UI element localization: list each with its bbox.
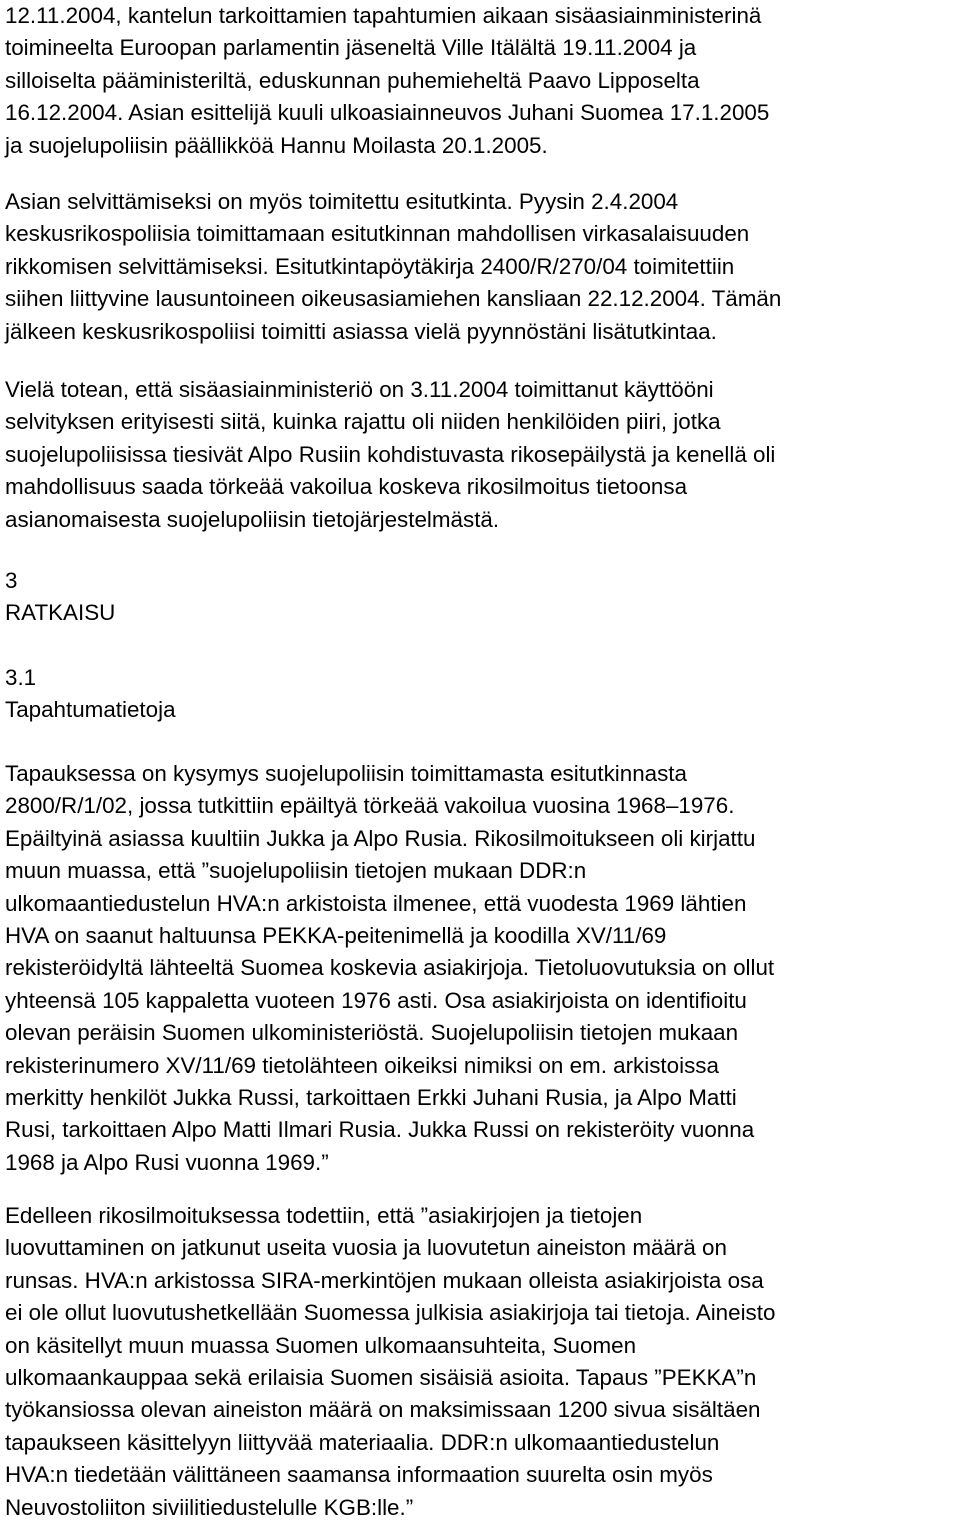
text-line: Tapauksessa on kysymys suojelupoliisin toimittamasta esitutkinnasta [5, 761, 687, 786]
text-line: ulkomaantiedustelun HVA:n arkistoista ilmenee, että vuodesta 1969 lähtien [5, 890, 747, 916]
text-line: siihen liittyvine lausuntoineen oikeusasiamiehen kansliaan 22.12.2004. Tämän [5, 286, 782, 312]
text-line: työkansiossa olevan aineiston määrä on maksimissaan 1200 sivua sisältäen [5, 1397, 761, 1423]
text-line: merkitty henkilöt Jukka Russi, tarkoittaen Erkki Juhani Rusia, ja Alpo Matti [5, 1084, 737, 1110]
text-line: ulkomaankauppaa sekä erilaisia Suomen sisäisiä asioita. Tapaus ”PEKKA”n [5, 1364, 757, 1390]
text-line: 16.12.2004. Asian esittelijä kuuli ulkoasiainneuvos Juhani Suomea 17.1.2005 [5, 100, 770, 126]
paragraph-report-details [5, 1200, 775, 1524]
text-line: keskusrikospoliisia toimittamaan esitutkinnan mahdollisen virkasalaisuuden [5, 221, 750, 247]
subsection-title: Tapahtumatietoja [5, 697, 176, 723]
text-line: asianomaisesta suojelupoliisin tietojärjestelmästä. [5, 506, 500, 532]
text-line: rikkomisen selvittämiseksi. Esitutkintapöytäkirja 2400/R/270/04 toimitettiin [5, 253, 735, 279]
paragraph-investigation [5, 186, 781, 348]
subsection-heading [5, 662, 176, 727]
text-line: on käsitellyt muun muassa Suomen ulkomaansuhteita, Suomen [5, 1332, 637, 1358]
text-line: tapaukseen käsittelyyn liittyvää materiaalia. DDR:n ulkomaantiedustelun [5, 1429, 720, 1455]
text-line: suojelupoliisissa tiesivät Alpo Rusiin kohdistuvasta rikosepäilystä ja kenellä oli [5, 441, 776, 467]
text-line: mahdollisuus saada törkeää vakoilua koskeva rikosilmoitus tietoonsa [5, 474, 688, 500]
text-line: yhteensä 105 kappaletta vuoteen 1976 asti. Osa asiakirjoista on identifioitu [5, 987, 747, 1013]
text-line: Asian selvittämiseksi on myös toimitettu esitutkinta. Pyysin 2.4.2004 [5, 189, 679, 214]
text-line: Epäiltyinä asiassa kuultiin Jukka ja Alpo Rusia. Rikosilmoitukseen oli kirjattu [5, 825, 756, 851]
section-number: 3 [5, 568, 18, 593]
section-heading [5, 565, 115, 630]
text-line: rekisterinumero XV/11/69 tietolähteen oikeiksi nimiksi on em. arkistoissa [5, 1052, 719, 1078]
text-line: Edelleen rikosilmoituksessa todettiin, että ”asiakirjojen ja tietojen [5, 1203, 643, 1228]
text-line: HVA:n tiedetään välittäneen saamansa informaation suurelta osin myös [5, 1462, 713, 1488]
text-line: luovuttaminen on jatkunut useita vuosia ja luovutetun aineiston määrä on [5, 1235, 727, 1261]
text-line: ja suojelupoliisin päällikköä Hannu Moilasta 20.1.2005. [5, 132, 548, 158]
text-line: muun muassa, että ”suojelupoliisin tietojen mukaan DDR:n [5, 858, 587, 884]
text-line: 2800/R/1/02, jossa tutkittiin epäiltyä törkeää vakoilua vuosina 1968–1976. [5, 793, 735, 819]
text-line: ei ole ollut luovutushetkellään Suomessa julkisia asiakirjoja tai tietoja. Aineisto [5, 1300, 776, 1326]
text-line: toimineelta Euroopan parlamentin jäseneltä Ville Itälältä 19.11.2004 ja [5, 35, 697, 61]
text-line: Vielä totean, että sisäasiainministeriö on 3.11.2004 toimittanut käyttööni [5, 377, 714, 402]
paragraph-case-facts [5, 758, 774, 1179]
text-line: Neuvostoliiton siviilitiedustelulle KGB:lle.” [5, 1494, 414, 1520]
text-line: jälkeen keskusrikospoliisi toimitti asiassa vielä pyynnöstäni lisätutkintaa. [5, 318, 717, 344]
text-line: runsas. HVA:n arkistossa SIRA-merkintöjen mukaan olleista asiakirjoista osa [5, 1267, 764, 1293]
section-title: RATKAISU [5, 600, 116, 626]
text-line: 12.11.2004, kantelun tarkoittamien tapahtumien aikaan sisäasiainministerinä [5, 3, 762, 28]
text-line: selvityksen erityisesti siitä, kuinka rajattu oli niiden henkilöiden piiri, jotka [5, 409, 721, 435]
text-line: Rusi, tarkoittaen Alpo Matti Ilmari Rusia. Jukka Russi on rekisteröity vuonna [5, 1117, 755, 1143]
subsection-number: 3.1 [5, 665, 37, 690]
text-line: 1968 ja Alpo Rusi vuonna 1969.” [5, 1149, 329, 1175]
paragraph-ministry [5, 374, 775, 536]
text-line: rekisteröidyltä lähteeltä Suomea koskevia asiakirjoja. Tietoluovutuksia on ollut [5, 955, 775, 981]
text-line: olevan peräisin Suomen ulkoministeriöstä. Suojelupoliisin tietojen mukaan [5, 1020, 739, 1046]
text-line: HVA on saanut haltuunsa PEKKA-peitenimellä ja koodilla XV/11/69 [5, 922, 667, 948]
paragraph-intro [5, 0, 769, 162]
text-line: silloiselta pääministeriltä, eduskunnan puhemieheltä Paavo Lipposelta [5, 67, 700, 93]
